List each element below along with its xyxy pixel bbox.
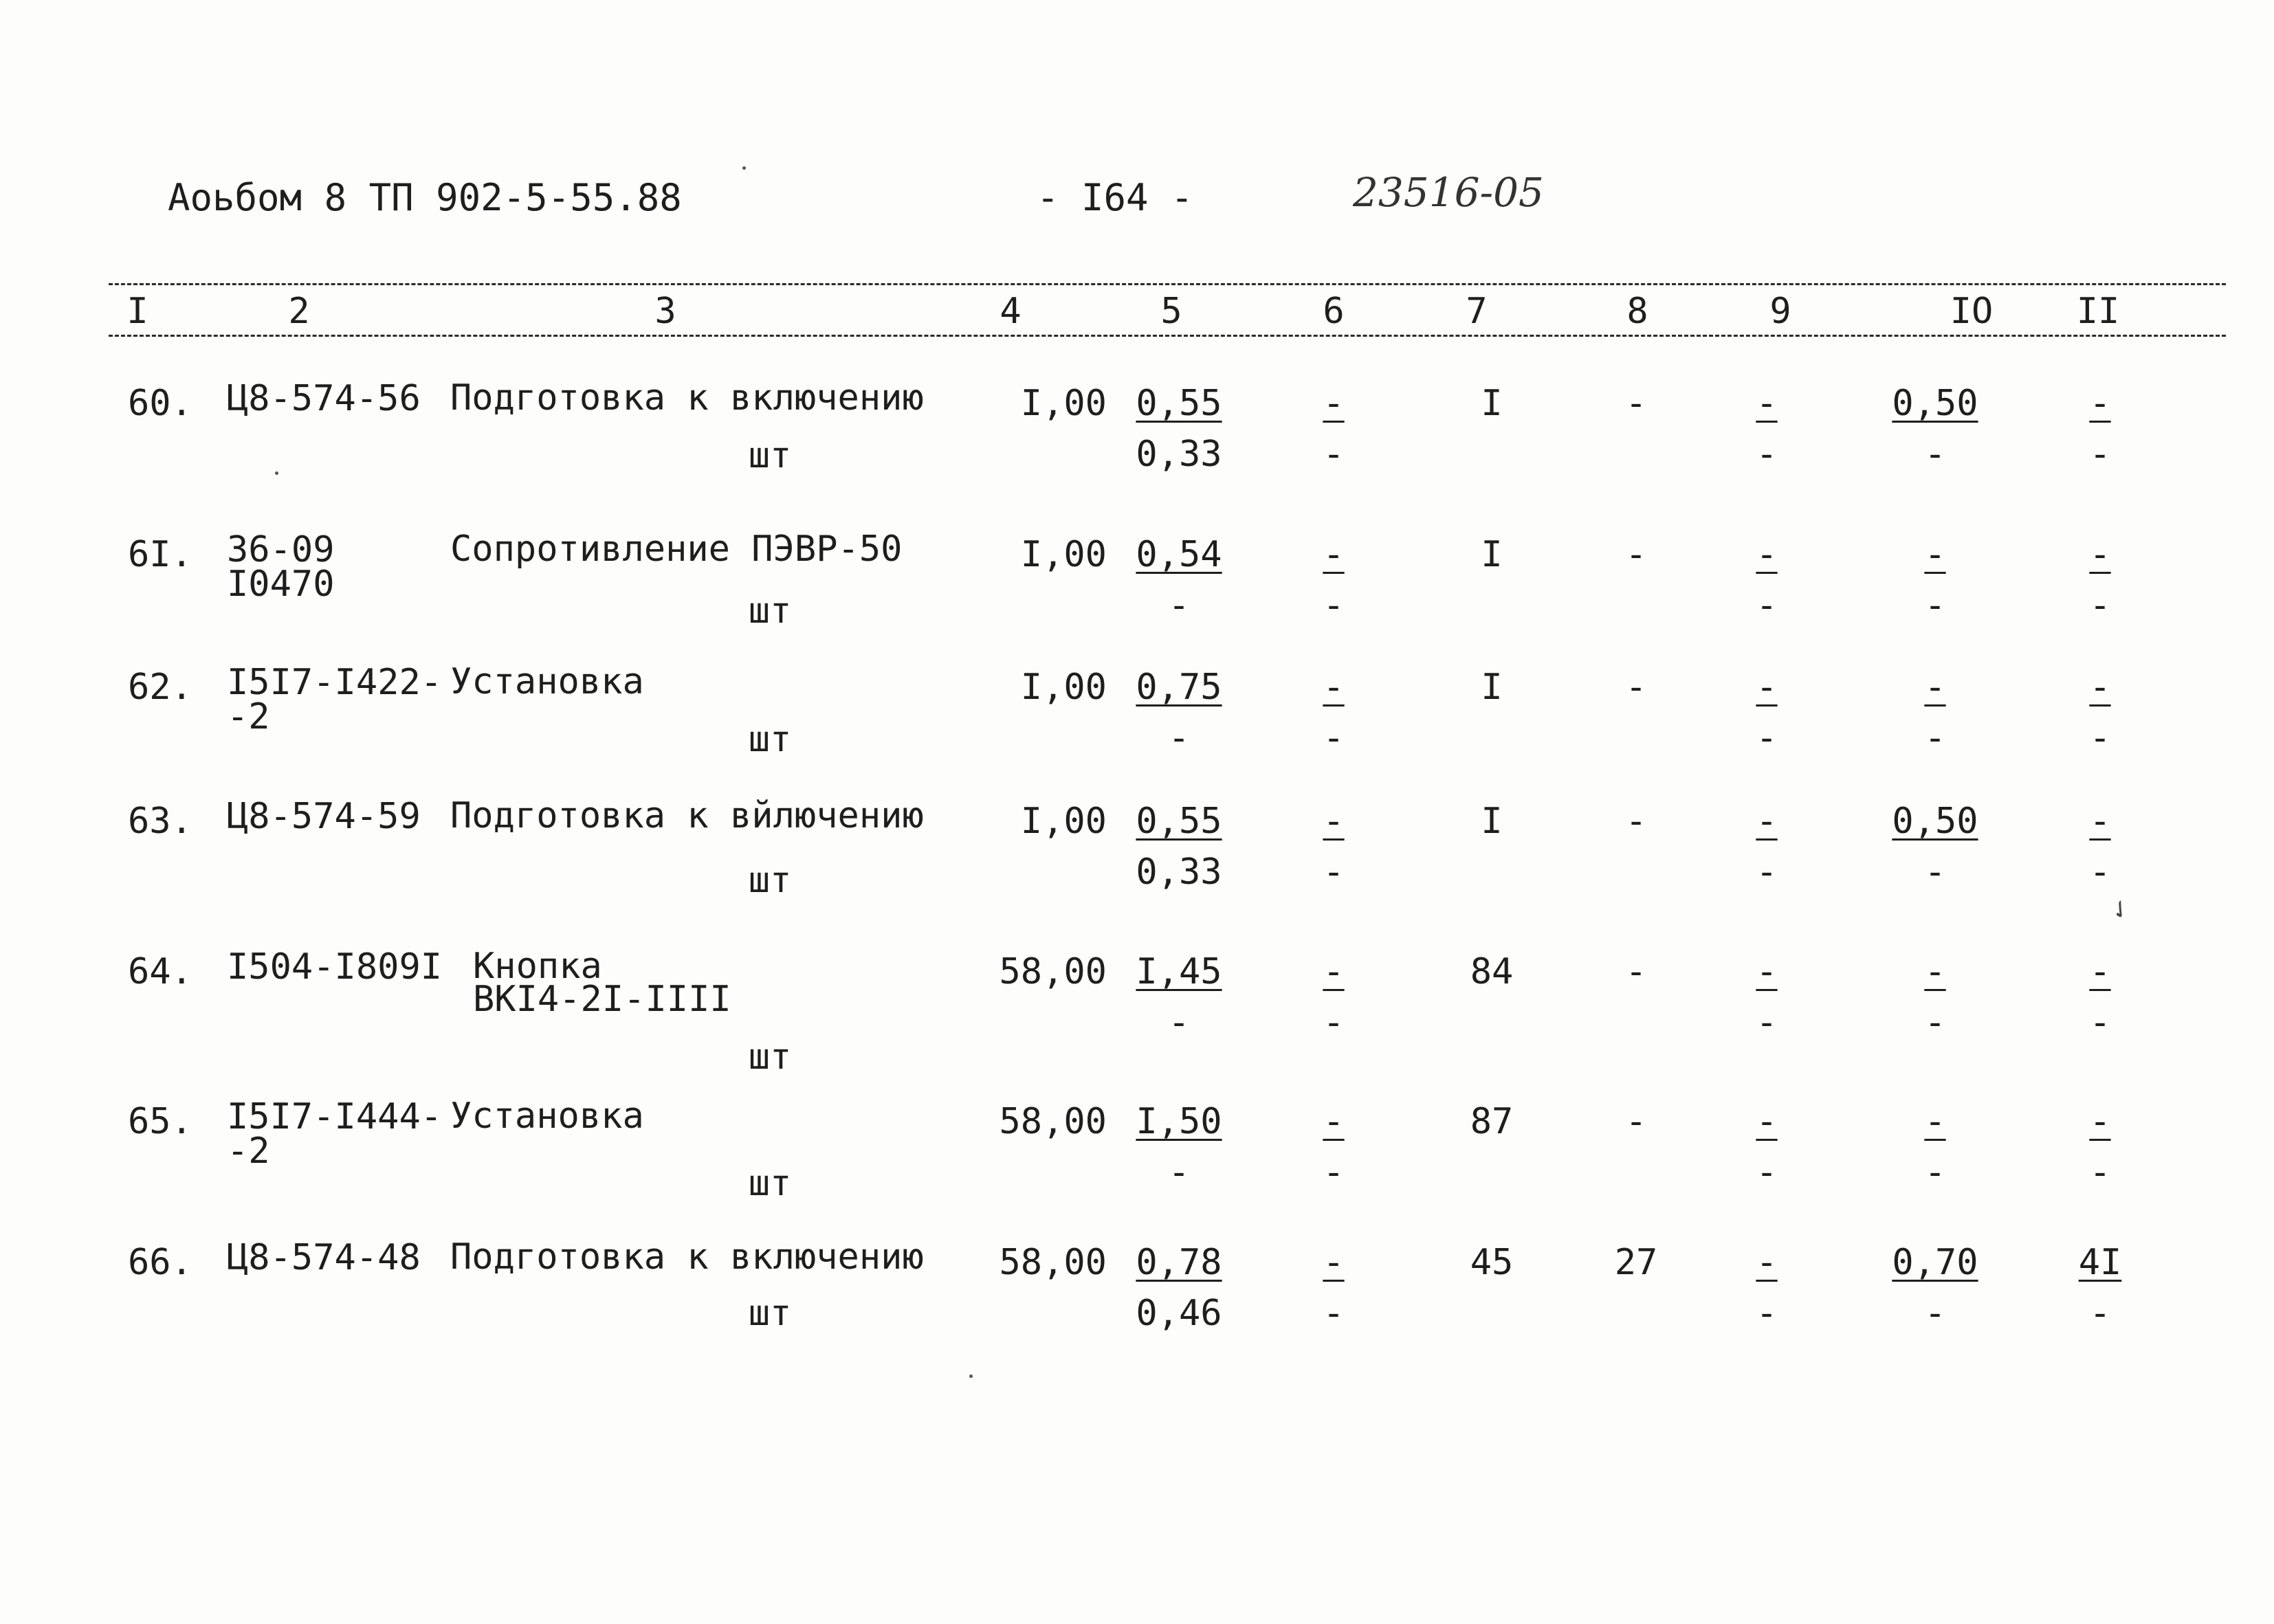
item-code: Ц8-574-48	[227, 1237, 421, 1278]
col5-value-bottom: -	[1168, 585, 1190, 626]
quantity: I,00	[1020, 534, 1107, 575]
col11-value	[2045, 950, 2155, 1045]
col7-value: I	[1481, 534, 1503, 575]
col10-value-top: -	[1924, 667, 1946, 708]
col11-value-bottom: -	[2089, 852, 2111, 893]
col5-value-top: 0,78	[1136, 1242, 1222, 1283]
col8-value: -	[1625, 951, 1647, 992]
col10-value	[1866, 381, 2004, 476]
col10-value-bottom: -	[1924, 852, 1946, 893]
col9-value	[1708, 533, 1825, 627]
col5-value-top: I,50	[1136, 1101, 1222, 1142]
col5-value-bottom: 0,46	[1136, 1293, 1222, 1334]
col9-value-bottom: -	[1756, 585, 1778, 626]
col11-value	[2045, 533, 2155, 627]
col11-value	[2045, 1100, 2155, 1194]
col10-value-top: -	[1924, 951, 1946, 992]
col9-value-top: -	[1756, 534, 1778, 575]
row-number: 63.	[128, 801, 192, 842]
col10-value	[1866, 665, 2004, 760]
col11-value-top: -	[2089, 534, 2111, 575]
col6-value-top: -	[1323, 534, 1345, 575]
col10-value	[1866, 799, 2004, 894]
col8-value: -	[1625, 1101, 1647, 1142]
col5-value	[1121, 381, 1237, 476]
col5-value-bottom: -	[1168, 1002, 1190, 1043]
scan-speck	[275, 471, 278, 475]
col9-value	[1708, 1100, 1825, 1194]
col5-value	[1121, 1241, 1237, 1335]
col9-value-top: -	[1756, 667, 1778, 708]
col11-value-bottom: -	[2089, 1293, 2111, 1334]
item-code: I5I7-I444- -2	[227, 1096, 443, 1172]
col8-value: -	[1625, 667, 1647, 708]
col10-value-bottom: -	[1924, 1293, 1946, 1334]
col5-value-bottom: 0,33	[1136, 852, 1222, 893]
item-name: Кнопка ВКI4-2I-IIII	[473, 946, 731, 1020]
col6-value-top: -	[1323, 667, 1345, 708]
col9-value	[1708, 1241, 1825, 1335]
pencil-mark: ✓	[2104, 891, 2137, 927]
item-name: Подготовка к включению	[450, 1236, 924, 1278]
col11-value-top: 4I	[2078, 1242, 2122, 1283]
col11-value-bottom: -	[2089, 718, 2111, 759]
col9-value-bottom: -	[1756, 852, 1778, 893]
row-number: 60.	[128, 383, 192, 424]
col9-value	[1708, 665, 1825, 760]
col6-value	[1275, 381, 1392, 476]
unit-label: шт	[748, 435, 792, 476]
item-code: 36-09 I0470	[227, 529, 335, 605]
col11-value-bottom: -	[2089, 585, 2111, 626]
col11-value-top: -	[2089, 1101, 2111, 1142]
col-header-5: 5	[1160, 291, 1182, 332]
table-row	[0, 1095, 2274, 1244]
col6-value-bottom: -	[1323, 1152, 1345, 1193]
unit-label: шт	[748, 1036, 792, 1078]
col5-value-bottom: -	[1168, 718, 1190, 759]
table-row	[0, 377, 2274, 526]
item-code: Ц8-574-59	[227, 796, 421, 837]
unit-label: шт	[748, 1293, 792, 1334]
col9-value-top: -	[1756, 1101, 1778, 1142]
col8-value: -	[1625, 534, 1647, 575]
col10-value-top: -	[1924, 534, 1946, 575]
col6-value	[1275, 950, 1392, 1045]
item-code: Ц8-574-56	[227, 378, 421, 419]
col11-value	[2045, 381, 2155, 476]
col10-value-bottom: -	[1924, 434, 1946, 475]
col-header-11: II	[2076, 291, 2120, 332]
scan-speck	[969, 1375, 973, 1378]
col5-value	[1121, 950, 1237, 1045]
col10-value-bottom: -	[1924, 1002, 1946, 1043]
item-name: Подготовка к вйлючению	[450, 795, 924, 836]
col5-value-top: I,45	[1136, 951, 1222, 992]
row-number: 6I.	[128, 534, 192, 575]
col10-value-bottom: -	[1924, 1152, 1946, 1193]
page-number: - I64 -	[1037, 176, 1193, 219]
col6-value-top: -	[1323, 383, 1345, 424]
album-title: Аоьбом 8 ТП 902-5-55.88	[168, 176, 682, 219]
col-header-7: 7	[1466, 291, 1488, 332]
col6-value	[1275, 533, 1392, 627]
col8-value: -	[1625, 383, 1647, 424]
col9-value-top: -	[1756, 951, 1778, 992]
col9-value-top: -	[1756, 383, 1778, 424]
col10-value	[1866, 1241, 2004, 1335]
row-number: 65.	[128, 1101, 192, 1142]
col11-value	[2045, 665, 2155, 760]
col8-value: -	[1625, 801, 1647, 842]
col7-value: 87	[1470, 1101, 1514, 1142]
col6-value-bottom: -	[1323, 585, 1345, 626]
col-header-6: 6	[1323, 291, 1345, 332]
col10-value-top: 0,50	[1892, 383, 1978, 424]
col5-value	[1121, 665, 1237, 760]
col6-value-bottom: -	[1323, 434, 1345, 475]
col6-value	[1275, 665, 1392, 760]
col6-value-bottom: -	[1323, 852, 1345, 893]
col9-value-top: -	[1756, 801, 1778, 842]
quantity: I,00	[1020, 667, 1107, 708]
col6-value-bottom: -	[1323, 1293, 1345, 1334]
row-number: 66.	[128, 1242, 192, 1283]
col7-value: 84	[1470, 951, 1514, 992]
item-code: I5I7-I422- -2	[227, 662, 443, 737]
unit-label: шт	[748, 590, 792, 632]
col11-value-bottom: -	[2089, 434, 2111, 475]
item-code: I504-I809I	[227, 946, 443, 988]
col6-value	[1275, 1100, 1392, 1194]
col9-value	[1708, 799, 1825, 894]
quantity: 58,00	[999, 1242, 1107, 1283]
col11-value-bottom: -	[2089, 1002, 2111, 1043]
col-header-2: 2	[288, 291, 310, 332]
col6-value-top: -	[1323, 1101, 1345, 1142]
col7-value: I	[1481, 667, 1503, 708]
col11-value	[2045, 1241, 2155, 1335]
col9-value-bottom: -	[1756, 1293, 1778, 1334]
col11-value-top: -	[2089, 383, 2111, 424]
col6-value	[1275, 799, 1392, 894]
col5-value-top: 0,55	[1136, 801, 1222, 842]
table-row	[0, 661, 2274, 810]
unit-label: шт	[748, 860, 792, 901]
col10-value	[1866, 533, 2004, 627]
col5-value-bottom: -	[1168, 1152, 1190, 1193]
col-header-4: 4	[1000, 291, 1022, 332]
item-name: Установка	[450, 661, 644, 702]
col-header-9: 9	[1769, 291, 1791, 332]
quantity: I,00	[1020, 383, 1107, 424]
col11-value	[2045, 799, 2155, 894]
item-name: Установка	[450, 1095, 644, 1137]
col-header-1: I	[126, 291, 148, 332]
col-header-3: 3	[654, 291, 676, 332]
col10-value-top: -	[1924, 1101, 1946, 1142]
col10-value-top: 0,70	[1892, 1242, 1978, 1283]
col5-value	[1121, 1100, 1237, 1194]
col6-value-top: -	[1323, 1242, 1345, 1283]
col5-value	[1121, 799, 1237, 894]
col6-value-top: -	[1323, 801, 1345, 842]
table-row	[0, 946, 2274, 1094]
item-name: Сопротивление ПЭВР-50	[450, 529, 903, 570]
col11-value-top: -	[2089, 667, 2111, 708]
col9-value-bottom: -	[1756, 1152, 1778, 1193]
col7-value: I	[1481, 383, 1503, 424]
unit-label: шт	[748, 1163, 792, 1204]
col8-value: 27	[1614, 1242, 1658, 1283]
table-row	[0, 529, 2274, 677]
col10-value	[1866, 950, 2004, 1045]
col9-value-bottom: -	[1756, 1002, 1778, 1043]
table-top-rule	[109, 283, 2226, 285]
scan-speck	[742, 166, 746, 170]
quantity: I,00	[1020, 801, 1107, 842]
col10-value-bottom: -	[1924, 718, 1946, 759]
item-name: Подготовка к включению	[450, 377, 924, 419]
col9-value-bottom: -	[1756, 718, 1778, 759]
col5-value-bottom: 0,33	[1136, 434, 1222, 475]
col11-value-top: -	[2089, 801, 2111, 842]
quantity: 58,00	[999, 951, 1107, 992]
col10-value	[1866, 1100, 2004, 1194]
col7-value: I	[1481, 801, 1503, 842]
col9-value	[1708, 950, 1825, 1045]
col5-value-top: 0,54	[1136, 534, 1222, 575]
col9-value-bottom: -	[1756, 434, 1778, 475]
col6-value	[1275, 1241, 1392, 1335]
col9-value	[1708, 381, 1825, 476]
col5-value-top: 0,55	[1136, 383, 1222, 424]
table-row	[0, 1236, 2274, 1385]
row-number: 62.	[128, 667, 192, 708]
col10-value-bottom: -	[1924, 585, 1946, 626]
col11-value-top: -	[2089, 951, 2111, 992]
col7-value: 45	[1470, 1242, 1514, 1283]
col6-value-bottom: -	[1323, 1002, 1345, 1043]
col11-value-bottom: -	[2089, 1152, 2111, 1193]
row-number: 64.	[128, 951, 192, 992]
table-row	[0, 795, 2274, 944]
unit-label: шт	[748, 719, 792, 760]
col-header-8: 8	[1626, 291, 1648, 332]
col5-value-top: 0,75	[1136, 667, 1222, 708]
col6-value-top: -	[1323, 951, 1345, 992]
col10-value-top: 0,50	[1892, 801, 1978, 842]
col6-value-bottom: -	[1323, 718, 1345, 759]
inventory-number: 23516-05	[1353, 169, 1544, 216]
col-header-10: IO	[1950, 291, 1994, 332]
quantity: 58,00	[999, 1101, 1107, 1142]
col5-value	[1121, 533, 1237, 627]
col9-value-top: -	[1756, 1242, 1778, 1283]
